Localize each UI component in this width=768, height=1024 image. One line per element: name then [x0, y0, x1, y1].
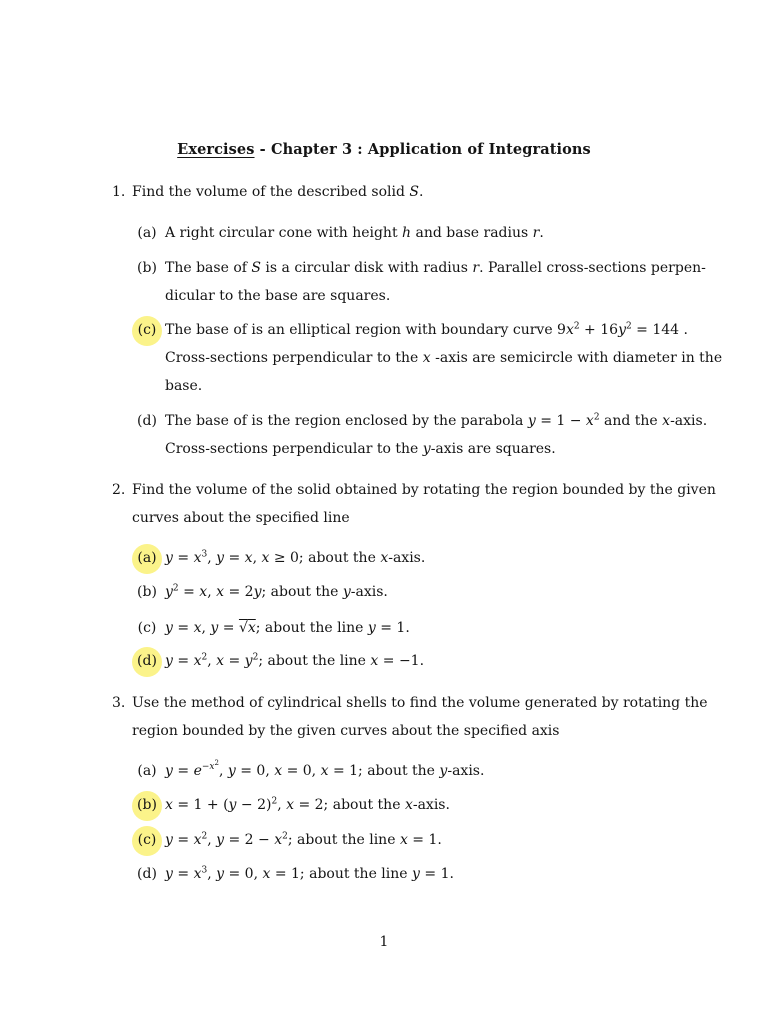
q1-c-text-line1: The base of is an elliptical region with boundary curve $9x^2 + 16y^2 = 144$ . — [165, 321, 688, 338]
q1-c-text-line2: Cross-sections perpendicular to the x -axis are semicircle with diameter in the — [165, 350, 723, 366]
page-title — [0, 141, 768, 158]
q1-a-text: A right circular cone with height h and base radius r. — [165, 225, 544, 241]
q1-d-text-line1: The base of is the region enclosed by the parabola $y = 1 - x^2$ and the x-axis. — [165, 412, 708, 429]
q2-number: 2. — [112, 482, 126, 498]
q1-number: 1. — [112, 184, 126, 200]
title-exercises: Exercises — [177, 141, 255, 158]
q2-b-label: (b) — [137, 584, 157, 600]
q2-b-text: $y^2 = x$, x = 2y; about the y-axis. — [165, 583, 388, 600]
q3-a-label: (a) — [137, 763, 157, 779]
q1-c-text-line3: base. — [165, 378, 203, 394]
title-chapter: - Chapter 3 : Application of Integrations — [254, 141, 591, 158]
q2-d-text: $y = x^2$, $x = y^2$; about the line x = −1. — [165, 652, 425, 669]
q3-a-text: $y = e^{-x^2}$, y = 0, x = 0, x = 1; about the y-axis. — [165, 759, 485, 779]
q2-c-text: y = x, y = √x; about the line y = 1. — [165, 620, 410, 636]
q1-b-text-line2: dicular to the base are squares. — [165, 288, 391, 304]
q3-b-text: $x = 1 + (y - 2)^2$, x = 2; about the x-axis. — [165, 796, 450, 813]
q1-b-label: (b) — [137, 260, 157, 276]
page-number: 1 — [379, 934, 389, 950]
q3-prompt-line1: Use the method of cylindrical shells to find the volume generated by rotating the — [132, 695, 708, 711]
q2-a-label: (a) — [137, 550, 157, 566]
q3-c-text: $y = x^2$, $y = 2 - x^2$; about the line x = 1. — [165, 831, 442, 848]
q2-prompt-line2: curves about the specified line — [132, 510, 350, 526]
q3-d-text: $y = x^3$, y = 0, x = 1; about the line y = 1. — [165, 865, 454, 882]
q2-d-label: (d) — [137, 653, 157, 669]
q3-prompt-line2: region bounded by the given curves about the specified axis — [132, 723, 560, 739]
q2-a-text: $y = x^3$, y = x, x ≥ 0; about the x-axis. — [165, 549, 426, 566]
q2-c-label: (c) — [137, 620, 157, 636]
q1-d-label: (d) — [137, 413, 157, 429]
q1-b-text-line1: The base of S is a circular disk with radius r. Parallel cross-sections perpen- — [165, 260, 706, 276]
q1-c-label: (c) — [137, 322, 157, 338]
q1-d-text-line2: Cross-sections perpendicular to the y-axis are squares. — [165, 441, 556, 457]
q3-c-label: (c) — [137, 832, 157, 848]
q1-a-label: (a) — [137, 225, 157, 241]
q1-prompt: Find the volume of the described solid S. — [132, 184, 424, 200]
q3-b-label: (b) — [137, 797, 157, 813]
q3-d-label: (d) — [137, 866, 157, 882]
q2-prompt-line1: Find the volume of the solid obtained by rotating the region bounded by the given — [132, 482, 716, 498]
q3-number: 3. — [112, 695, 126, 711]
